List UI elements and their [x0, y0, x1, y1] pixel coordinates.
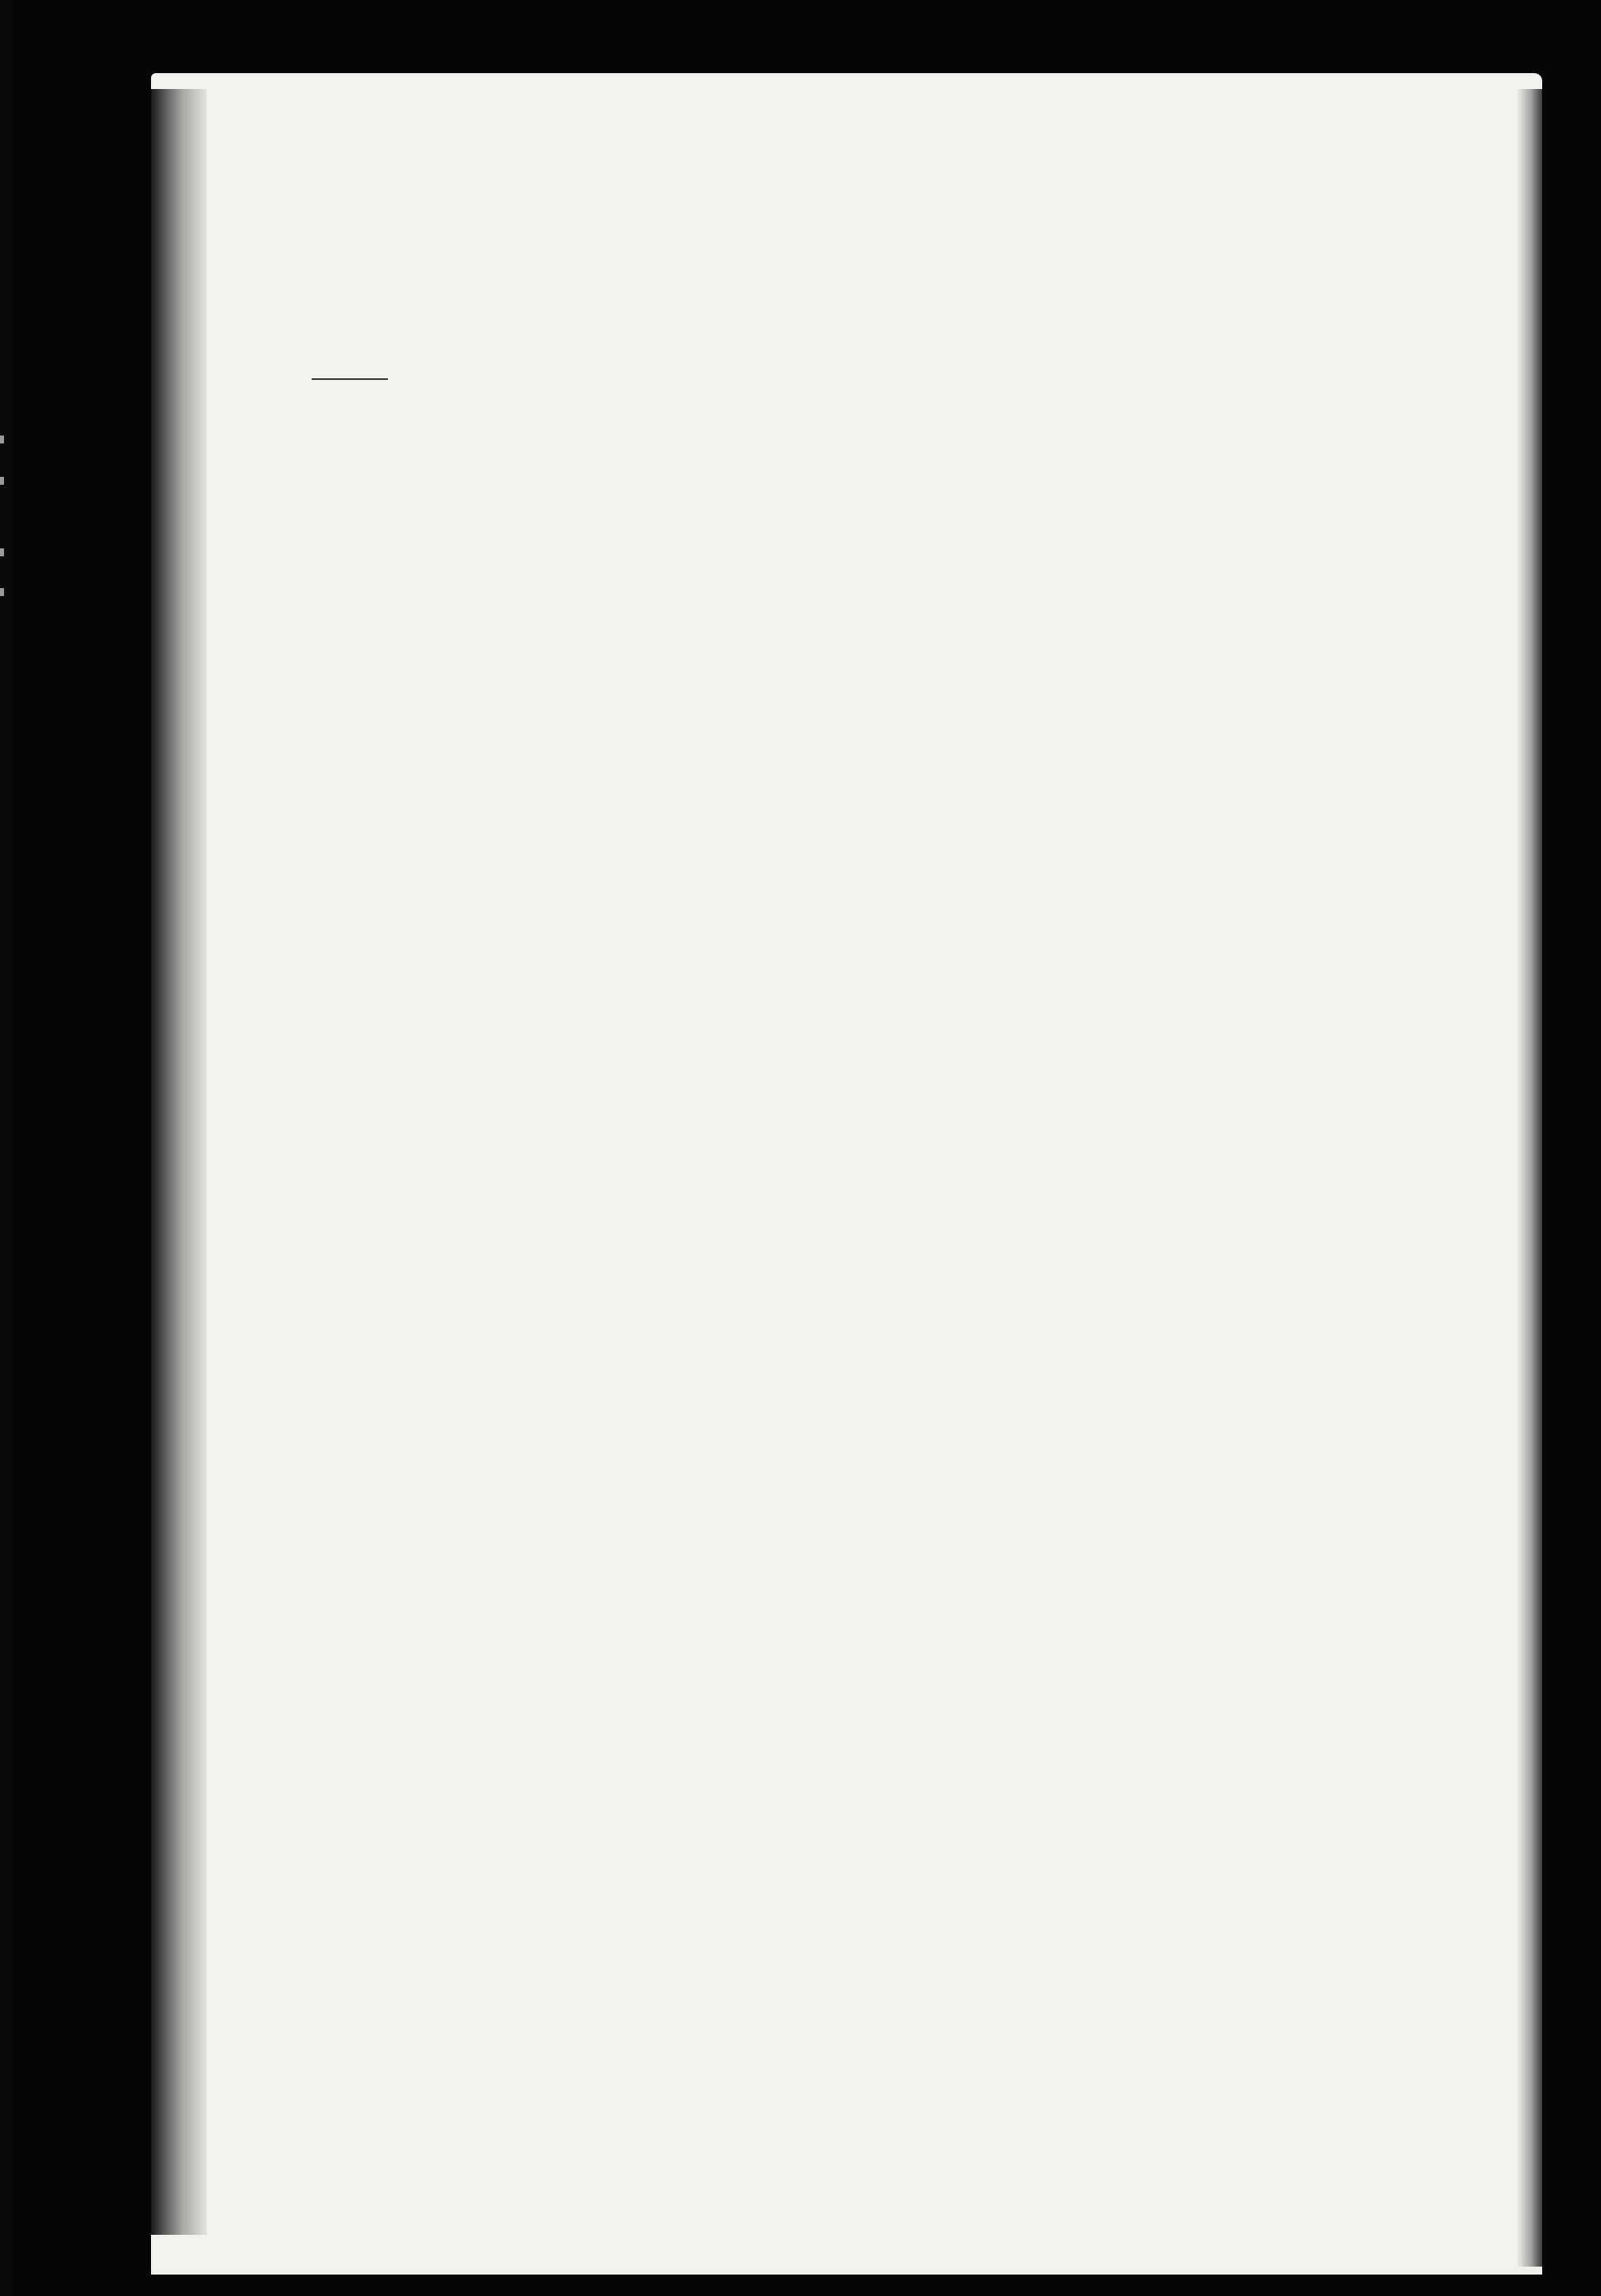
- page-text: [312, 350, 1219, 388]
- previous-page-mark: [0, 477, 4, 485]
- previous-page-edge: [0, 0, 13, 2296]
- previous-page-mark: [0, 548, 4, 556]
- book-page: [151, 73, 1542, 2275]
- footnote-divider: [312, 378, 388, 380]
- previous-page-mark: [0, 436, 4, 443]
- previous-page-mark: [0, 588, 4, 596]
- page-gutter-shadow: [151, 89, 207, 2235]
- page-right-edge: [1517, 89, 1542, 2267]
